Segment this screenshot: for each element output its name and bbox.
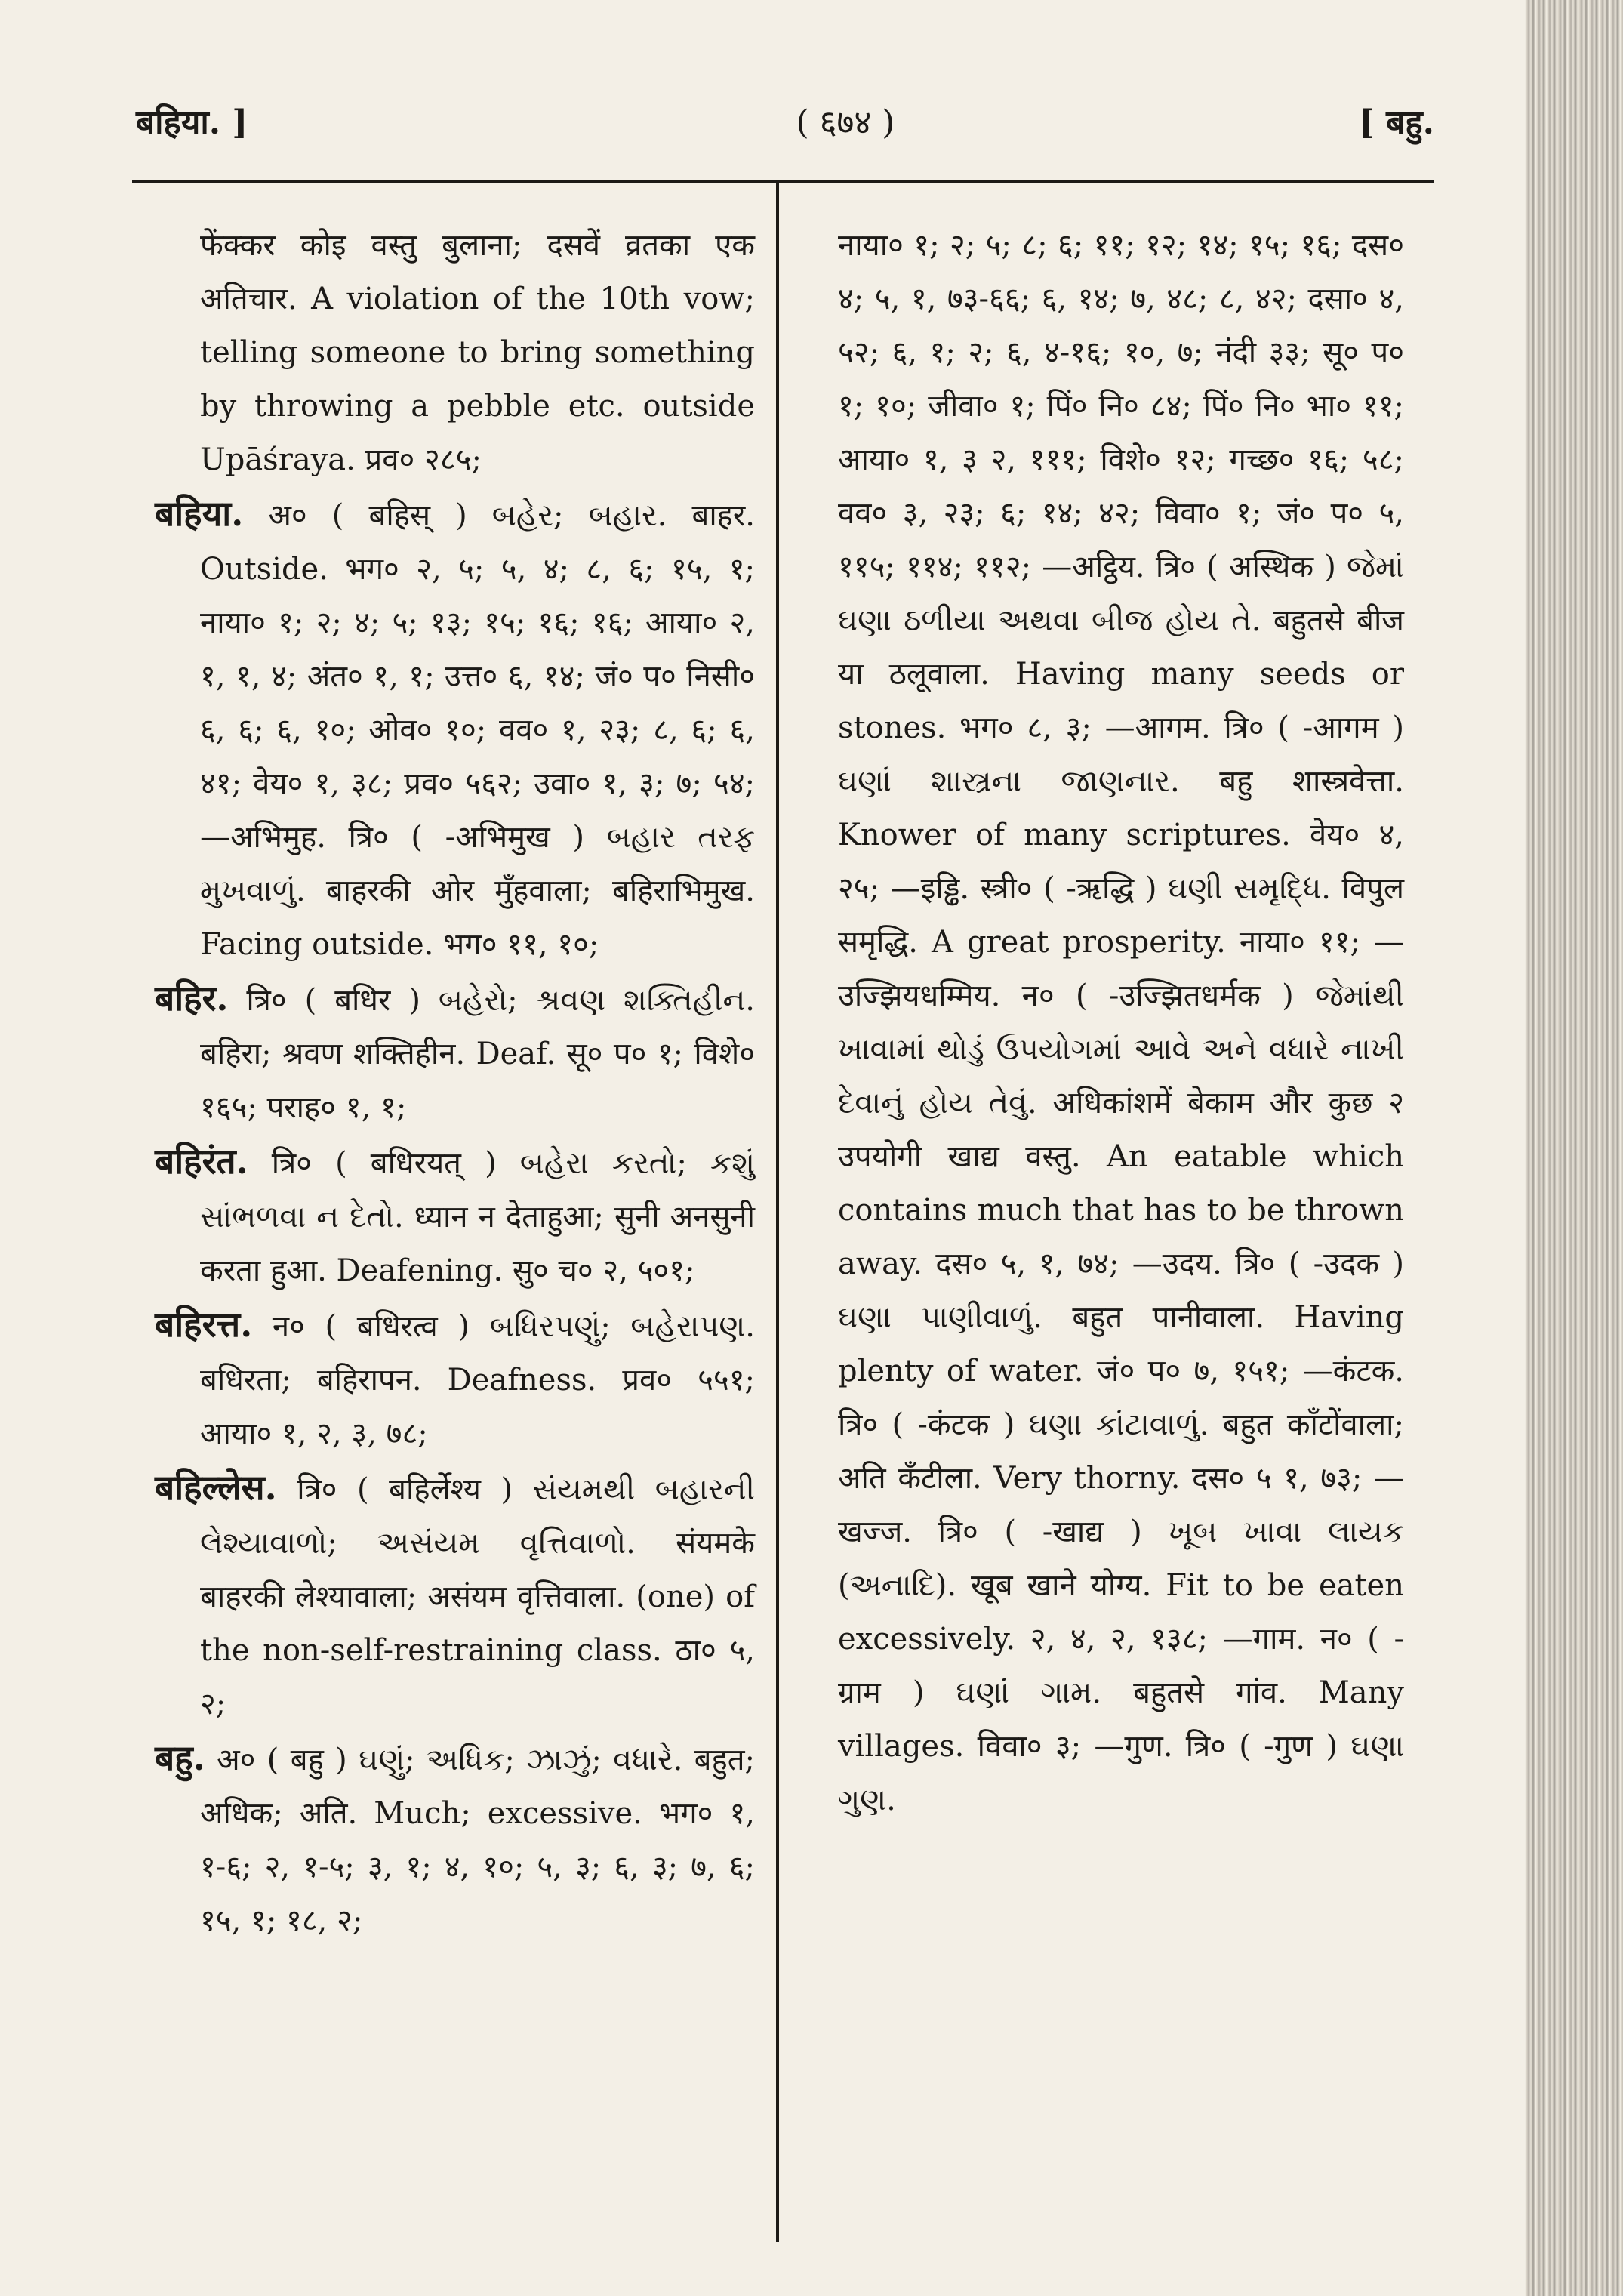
- headword: बहिरत्त.: [155, 1304, 253, 1345]
- header-rule: [132, 180, 1434, 183]
- page-number: ( ६७४ ): [796, 103, 895, 142]
- dictionary-entry: बहिल्लेस. त्रि० ( बहिर्लेश्य ) સંયમથી બહારની લેશ્યાવાળો; અસંયમ વૃત્તિવાળો. संयमके बाहरकी लेश्यावाला; असंयम वृत्तिवाला. (one) of the non-self-restraining class. ठा० ५, २;: [155, 1467, 755, 1721]
- right-column: [838, 219, 1404, 1827]
- dictionary-entry: बहिया. अ० ( बहिस् ) બહેર; બહાર. बाहर. Outside. भग० २, ५; ५, ४; ८, ६; १५, १; नाया० १; २; ४; ५; १३; १५; १६; १६; आया० २, १, १, ४; अंत० १, १; उत्त० ६, १४; जं० प० निसी० ६, ६; ६, १०; ओव० १०; वव० १, २३; ८, ६; ६, ४१; वेय० १, ३८; प्रव० ५६२; उवा० १, ३; ७; ५४; —अभिमुह. त्रि० ( -अभिमुख ) બહાર તરફ મુખવાળું. बाहरकी ओर मुँहवाला; बहिराभिमुख. Facing outside. भग० ११, १०;: [155, 493, 755, 962]
- headword: बहिल्लेस.: [155, 1467, 277, 1508]
- headword: बहिया.: [155, 493, 244, 534]
- dictionary-entry: बहु. अ० ( बहु ) ઘણું; અધિક; ઝાઝું; વધારે. बहुत; अधिक; अति. Much; excessive. भग० १, १-६; २, १-५; ३, १; ४, १०; ५, ३; ६, ३; ७, ६; १५, १; १८, २;: [155, 1737, 756, 1938]
- column-divider: [776, 181, 779, 2242]
- header-right-guide-word: [ बहु.: [1359, 103, 1434, 142]
- page-edge-shadow: [1525, 0, 1623, 2296]
- dictionary-entry: बहिरंत. त्रि० ( बधिरयत् ) બહેરા કરતો; કશું સાંભળવા ન દેતો. ध्यान न देताहुआ; सुनी अनसुनी करता हुआ. Deafening. सु० च० २, ५०१;: [155, 1141, 756, 1288]
- dictionary-entry: बहिर. त्रि० ( बधिर ) બહેરો; શ્રવણ શક્તિહીન. बहिरा; श्रवण शक्तिहीन. Deaf. सू० प० १; विशे० १६५; पराह० १, १;: [155, 978, 755, 1125]
- header-left-guide-word: बहिया. ]: [136, 103, 248, 142]
- headword: बहु.: [155, 1737, 205, 1778]
- dictionary-entry: बहिरत्त. न० ( बधिरत्व ) બધિરપણું; બહેરાપણ. बधिरता; बहिरापन. Deafness. प्रव० ५५१; आया० १, २, ३, ७८;: [155, 1304, 755, 1451]
- headword: बहिरंत.: [155, 1141, 248, 1182]
- headword: बहिर.: [155, 978, 229, 1019]
- entry-continuation: नाया० १; २; ५; ८; ६; ११; १२; १४; १५; १६; दस० ४; ५, १, ७३-६६; ६, १४; ७, ४८; ८, ४२; दसा० ४, ५२; ६, १; २; ६, ४-१६; १०, ७; नंदी ३३; सू० प० १; १०; जीवा० १; पिं० नि० ८४; पिं० नि० भा० ११; आया० १, ३ २, १११; विशे० १२; गच्छ० १६; ५८; वव० ३, २३; ६; १४; ४२; विवा० १; जं० प० ५, ११५; ११४; ११२; —अट्ठिय. त्रि० ( अस्थिक ) જેમાં ઘણા ઠળીયા અથવા બીજ હોય તે. बहुतसे बीज या ठलूवाला. Having many seeds or stones. भग० ८, ३; —आगम. त्रि० ( -आगम ) ઘણાં શાસ્ત્રના જાણનાર. बहु शास्त्रवेत्ता. Knower of many scriptures. वेय० ४, २५; —इड्ढि. स्त्री० ( -ऋद्धि ) ઘણી સમૃદ્ધિ. विपुल समृद्धि. A great prosperity. नाया० ११; —उज्झियधम्मिय. न० ( -उज्झितधर्मक ) જેમાંથી ખાવામાં થોડું ઉપયોગમાં આવે અને વધારે નાખી દેવાનું હોય તેવું. अधिकांशमें बेकाम और कुछ २ उपयोगी खाद्य वस्तु. An eatable which contains much that has to be thrown away. दस० ५, १, ७४; —उदय. त्रि० ( -उदक ) ઘણા પાણીવાળું. बहुत पानीवाला. Having plenty of water. जं० प० ७, १५१; —कंटक. त्रि० ( -कंटक ) ઘણા કાંટાવાળું. बहुत काँटोंवाला; अति कँटीला. Very thorny. दस० ५ १, ७३; —खज्ज. त्रि० ( -खाद्य ) ખૂબ ખાવા લાયક (અનાદિ). खूब खाने योग्य. Fit to be eaten excessively. २, ४, २, १३८; —गाम. न० ( -ग्राम ) ઘણાં ગામ. बहुतसे गांव. Many villages. विवा० ३; —गुण. त्रि० ( -गुण ) ઘણા ગુણ.: [838, 228, 1404, 1817]
- left-column: [155, 219, 755, 1948]
- page-header: [136, 98, 1434, 159]
- entry-continuation: फेंक्कर कोइ वस्तु बुलाना; दसवें व्रतका एक अतिचार. A violation of the 10th vow; telling someone to bring something by throwing a pebble etc. outside Upāśraya. प्रव० २८५;: [200, 228, 755, 477]
